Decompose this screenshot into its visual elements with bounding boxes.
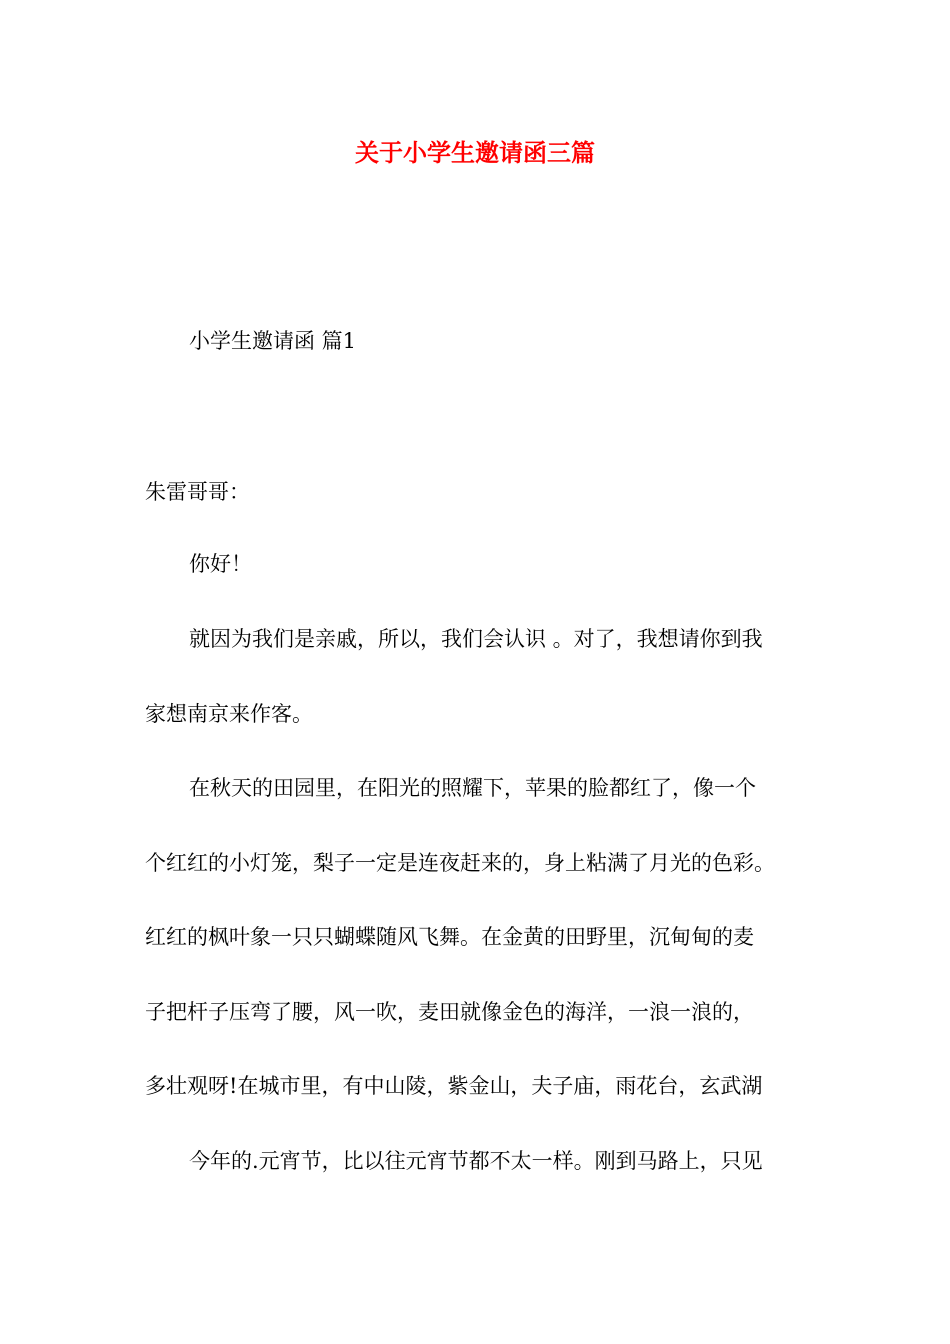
section-heading: 小学生邀请函 篇1: [189, 329, 357, 353]
paragraph-line-2: 家想南京来作客。: [145, 702, 313, 726]
paragraph-line-7: 多壮观呀!在城市里，有中山陵，紫金山，夫子庙，雨花台，玄武湖: [145, 1074, 763, 1098]
salutation: 朱雷哥哥：: [145, 480, 250, 504]
greeting: 你好！: [189, 552, 252, 576]
document-title: 关于小学生邀请函三篇: [355, 138, 595, 167]
paragraph-line-4: 个红红的小灯笼，梨子一定是连夜赶来的，身上粘满了月光的色彩。: [145, 851, 775, 875]
paragraph-line-5: 红红的枫叶象一只只蝴蝶随风飞舞。在金黄的田野里，沉甸甸的麦: [145, 925, 754, 949]
paragraph-line-1: 就因为我们是亲戚，所以，我们会认识 。对了，我想请你到我: [189, 627, 763, 651]
paragraph-line-3: 在秋天的田园里，在阳光的照耀下，苹果的脸都红了，像一个: [189, 776, 756, 800]
paragraph-line-6: 子把杆子压弯了腰，风一吹，麦田就像金色的海洋，一浪一浪的，: [145, 1000, 754, 1024]
paragraph-line-8: 今年的.元宵节，比以往元宵节都不太一样。刚到马路上，只见: [189, 1149, 763, 1173]
